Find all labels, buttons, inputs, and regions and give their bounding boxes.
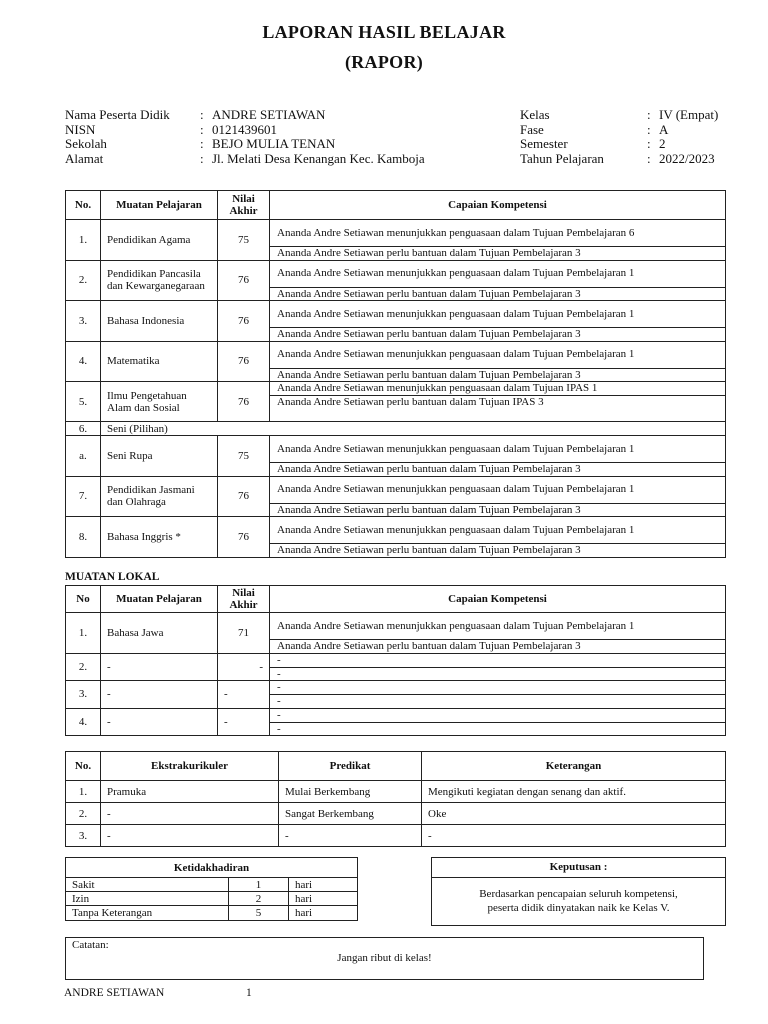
row-subject: - xyxy=(101,653,218,681)
report-title: LAPORAN HASIL BELAJAR xyxy=(262,22,506,42)
competency-text: - xyxy=(270,681,726,695)
decision-box xyxy=(431,857,726,926)
student-info-right: Kelas : IV (Empat) Fase : A Semester : 2 Tahun Pelajaran : 2022/2023 xyxy=(520,107,719,166)
competency-text: Ananda Andre Setiawan menunjukkan penguasaan dalam Tujuan Pembelajaran 1 xyxy=(270,613,726,640)
row-no: a. xyxy=(66,436,101,477)
col-header-no: No xyxy=(66,586,101,613)
decision-line-2: peserta didik dinyatakan naik ke Kelas V. xyxy=(487,902,670,914)
absence-count: 5 xyxy=(229,906,289,921)
row-score: 76 xyxy=(218,476,270,517)
competency-text: Ananda Andre Setiawan perlu bantuan dalam Tujuan Pembelajaran 3 xyxy=(270,368,726,382)
competency-text: - xyxy=(270,695,726,709)
decision-line-1: Berdasarkan pencapaian seluruh kompetensi, xyxy=(479,888,678,900)
decision-title: Keputusan : xyxy=(432,858,725,878)
absence-label: Sakit xyxy=(66,878,229,892)
competency-text: Ananda Andre Setiawan menunjukkan penguasaan dalam Tujuan Pembelajaran 1 xyxy=(270,436,726,463)
info-label: Alamat xyxy=(65,150,104,166)
row-no: 2. xyxy=(66,803,101,825)
row-no: 1. xyxy=(66,613,101,654)
info-label: Fase xyxy=(520,121,544,137)
notes-box xyxy=(65,937,704,980)
col-header-predicate: Predikat xyxy=(279,752,422,781)
info-value: 0121439601 xyxy=(212,121,277,137)
row-score: 76 xyxy=(218,382,270,422)
row-subject: Pendidikan Pancasila dan Kewarganegaraan xyxy=(101,260,218,301)
absence-unit: hari xyxy=(289,878,358,892)
row-subject: Bahasa Jawa xyxy=(101,613,218,654)
info-value: Jl. Melati Desa Kenangan Kec. Kamboja xyxy=(212,150,425,166)
col-header-note: Keterangan xyxy=(422,752,726,781)
row-no: 2. xyxy=(66,653,101,681)
competency-text: - xyxy=(270,653,726,667)
competency-text: Ananda Andre Setiawan perlu bantuan dalam Tujuan IPAS 3 xyxy=(270,396,726,422)
footer xyxy=(64,987,252,999)
competency-text: Ananda Andre Setiawan perlu bantuan dalam Tujuan Pembelajaran 3 xyxy=(270,503,726,517)
col-header-extracurricular: Ekstrakurikuler xyxy=(101,752,279,781)
extracurricular-name: - xyxy=(101,803,279,825)
extracurricular-note: - xyxy=(422,825,726,847)
col-header-score: Nilai Akhir xyxy=(218,191,270,220)
info-value: IV (Empat) xyxy=(659,107,719,122)
info-value: BEJO MULIA TENAN xyxy=(212,136,336,151)
absence-count: 1 xyxy=(229,878,289,892)
row-no: 5. xyxy=(66,382,101,422)
row-score: 76 xyxy=(218,341,270,382)
info-value: 2022/2023 xyxy=(659,150,715,166)
competency-text: Ananda Andre Setiawan menunjukkan penguasaan dalam Tujuan Pembelajaran 1 xyxy=(270,476,726,503)
absence-label: Izin xyxy=(66,892,229,906)
extracurricular-predicate: Sangat Berkembang xyxy=(279,803,422,825)
absence-count: 2 xyxy=(229,892,289,906)
col-header-subject: Muatan Pelajaran xyxy=(101,586,218,613)
row-subject: Ilmu Pengetahuan Alam dan Sosial xyxy=(101,382,218,422)
absence-unit: hari xyxy=(289,906,358,921)
row-subject: Pendidikan Agama xyxy=(101,220,218,261)
row-no: 3. xyxy=(66,825,101,847)
row-no: 4. xyxy=(66,341,101,382)
col-header-no: No. xyxy=(66,191,101,220)
row-score: - xyxy=(218,681,270,709)
row-subject: - xyxy=(101,681,218,709)
extracurricular-note: Oke xyxy=(422,803,726,825)
extracurricular-table xyxy=(65,751,726,847)
col-header-score: Nilai Akhir xyxy=(218,586,270,613)
footer-student-name: ANDRE SETIAWAN xyxy=(64,987,165,999)
info-label: Nama Peserta Didik xyxy=(65,107,170,122)
student-info-left: Nama Peserta Didik : ANDRE SETIAWAN NISN : 0121439601 Sekolah : BEJO MULIA TENAN Alamat : Jl. Melati Desa Kenangan Kec. Kamboja xyxy=(65,107,425,166)
competency-text: Ananda Andre Setiawan perlu bantuan dalam Tujuan Pembelajaran 3 xyxy=(270,247,726,261)
extracurricular-note: Mengikuti kegiatan dengan senang dan aktif. xyxy=(422,781,726,803)
row-subject: Bahasa Indonesia xyxy=(101,301,218,342)
competency-text: Ananda Andre Setiawan menunjukkan penguasaan dalam Tujuan Pembelajaran 1 xyxy=(270,301,726,328)
row-no: 7. xyxy=(66,476,101,517)
info-label: Tahun Pelajaran xyxy=(520,150,604,166)
competency-text: Ananda Andre Setiawan menunjukkan penguasaan dalam Tujuan IPAS 1 xyxy=(270,382,726,396)
row-score: 76 xyxy=(218,517,270,558)
info-value: A xyxy=(659,121,669,137)
competency-text: - xyxy=(270,722,726,736)
row-score: 76 xyxy=(218,301,270,342)
row-subject: - xyxy=(101,708,218,736)
info-label: Sekolah xyxy=(65,136,107,151)
competency-text: Ananda Andre Setiawan perlu bantuan dalam Tujuan Pembelajaran 3 xyxy=(270,287,726,301)
row-score: - xyxy=(218,653,270,681)
competency-text: Ananda Andre Setiawan menunjukkan penguasaan dalam Tujuan Pembelajaran 6 xyxy=(270,220,726,247)
row-subject: Seni Rupa xyxy=(101,436,218,477)
section-label: Seni (Pilihan) xyxy=(101,422,726,436)
absence-unit: hari xyxy=(289,892,358,906)
competency-text: - xyxy=(270,708,726,722)
competency-text: - xyxy=(270,667,726,681)
report-subtitle: (RAPOR) xyxy=(344,52,424,72)
row-subject: Bahasa Inggris * xyxy=(101,517,218,558)
extracurricular-predicate: - xyxy=(279,825,422,847)
info-value: 2 xyxy=(659,136,666,151)
row-subject: Matematika xyxy=(101,341,218,382)
competency-text: Ananda Andre Setiawan perlu bantuan dalam Tujuan Pembelajaran 3 xyxy=(270,328,726,342)
extracurricular-name: - xyxy=(101,825,279,847)
competency-text: Ananda Andre Setiawan perlu bantuan dalam Tujuan Pembelajaran 3 xyxy=(270,640,726,654)
absence-title: Ketidakhadiran xyxy=(66,858,358,878)
extracurricular-name: Pramuka xyxy=(101,781,279,803)
info-label: Kelas xyxy=(520,107,550,122)
row-no: 3. xyxy=(66,681,101,709)
info-label: NISN xyxy=(65,121,96,137)
row-score: 75 xyxy=(218,220,270,261)
col-header-subject: Muatan Pelajaran xyxy=(101,191,218,220)
competency-text: Ananda Andre Setiawan menunjukkan penguasaan dalam Tujuan Pembelajaran 1 xyxy=(270,260,726,287)
row-subject: Pendidikan Jasmani dan Olahraga xyxy=(101,476,218,517)
col-header-no: No. xyxy=(66,752,101,781)
absence-table xyxy=(65,857,358,921)
row-score: - xyxy=(218,708,270,736)
row-no: 1. xyxy=(66,781,101,803)
row-score: 76 xyxy=(218,260,270,301)
col-header-competency: Capaian Kompetensi xyxy=(270,586,726,613)
row-no: 6. xyxy=(66,422,101,436)
competency-text: Ananda Andre Setiawan menunjukkan penguasaan dalam Tujuan Pembelajaran 1 xyxy=(270,341,726,368)
row-no: 4. xyxy=(66,708,101,736)
page-number: 1 xyxy=(246,987,252,999)
competency-text: Ananda Andre Setiawan perlu bantuan dalam Tujuan Pembelajaran 3 xyxy=(270,463,726,477)
notes-label: Catatan: xyxy=(72,939,109,951)
row-no: 1. xyxy=(66,220,101,261)
local-content-title: MUATAN LOKAL xyxy=(65,571,160,583)
row-score: 75 xyxy=(218,436,270,477)
row-no: 2. xyxy=(66,260,101,301)
row-score: 71 xyxy=(218,613,270,654)
info-value: ANDRE SETIAWAN xyxy=(212,107,326,122)
row-no: 8. xyxy=(66,517,101,558)
extracurricular-predicate: Mulai Berkembang xyxy=(279,781,422,803)
row-no: 3. xyxy=(66,301,101,342)
subjects-table xyxy=(65,190,726,558)
absence-label: Tanpa Keterangan xyxy=(66,906,229,921)
competency-text: Ananda Andre Setiawan perlu bantuan dalam Tujuan Pembelajaran 3 xyxy=(270,544,726,558)
competency-text: Ananda Andre Setiawan menunjukkan penguasaan dalam Tujuan Pembelajaran 1 xyxy=(270,517,726,544)
notes-text: Jangan ribut di kelas! xyxy=(337,952,432,964)
info-label: Semester xyxy=(520,136,568,151)
local-content-table xyxy=(65,585,726,736)
col-header-competency: Capaian Kompetensi xyxy=(270,191,726,220)
